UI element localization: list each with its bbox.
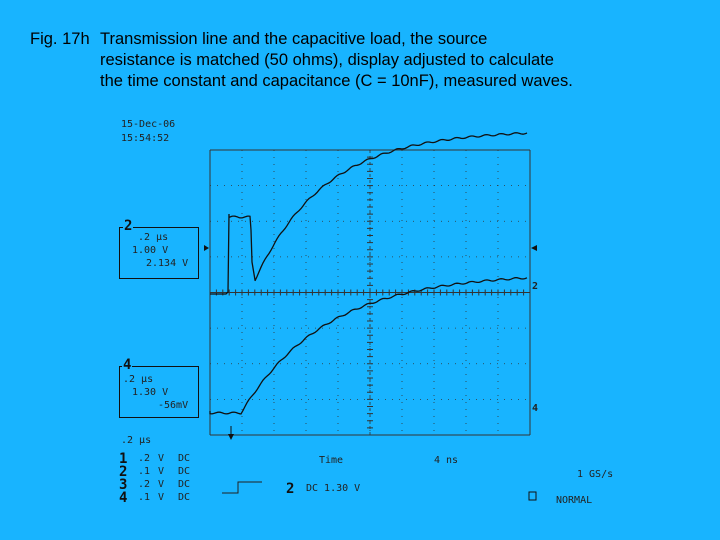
channel-3-coupling: DC [178,479,191,490]
trigger-level-arrow-right [531,245,537,251]
ch2-volts: 1.00 V [132,245,169,256]
channel-2-num: 2 [119,464,128,480]
time-value: 4 ns [434,455,459,466]
ch2-box-marker: 2 [124,218,133,234]
trigger-edge-icon [222,482,262,493]
channel-2-coupling: DC [178,466,191,477]
channel-4-vdiv: .1 [138,492,151,503]
channel-1-vdiv: .2 [138,453,151,464]
channel-1-coupling: DC [178,453,191,464]
channel-3-num: 3 [119,477,128,493]
trigger-channel: 2 [286,481,295,497]
trigger-level-arrow-left [204,245,209,251]
trigger-text: DC 1.30 V [306,483,361,494]
channel-2-vdiv: .1 [138,466,151,477]
scope-time: 15:54:52 [121,133,170,144]
channel-4-unit: V [158,492,165,503]
mode-indicator-icon [529,492,536,500]
channel-1-num: 1 [119,451,128,467]
caption-line-3: the time constant and capacitance (C = 10nF), measured waves. [100,72,573,90]
caption-line-1: Transmission line and the capacitive load, the source [100,30,488,48]
channel-4-num: 4 [119,490,128,506]
trigger-position-arrow [228,434,234,440]
ch4-box-marker: 4 [123,357,132,373]
ch2-timebase: .2 µs [138,232,169,243]
global-timebase: .2 µs [121,435,152,446]
ch2-right-marker: 2 [532,281,539,292]
ch4-volts: 1.30 V [132,387,169,398]
acquisition-mode: NORMAL [556,495,593,506]
channel-1-unit: V [158,453,165,464]
graticule [210,150,530,435]
channel-4-coupling: DC [178,492,191,503]
scope-date: 15-Dec-06 [121,119,176,130]
ch4-waveform [210,278,527,414]
figure-number: Fig. 17h [30,30,90,48]
sample-rate: 1 GS/s [577,469,614,480]
caption-line-2: resistance is matched (50 ohms), display adjusted to calculate [100,51,554,69]
ch4-right-marker: 4 [532,403,539,414]
channel-3-unit: V [158,479,165,490]
ch2-offset: 2.134 V [146,258,189,269]
channel-2-unit: V [158,466,165,477]
channel-3-vdiv: .2 [138,479,151,490]
ch4-timebase: .2 µs [123,374,154,385]
ch4-offset: -56mV [158,400,189,411]
time-label: Time [319,455,344,466]
